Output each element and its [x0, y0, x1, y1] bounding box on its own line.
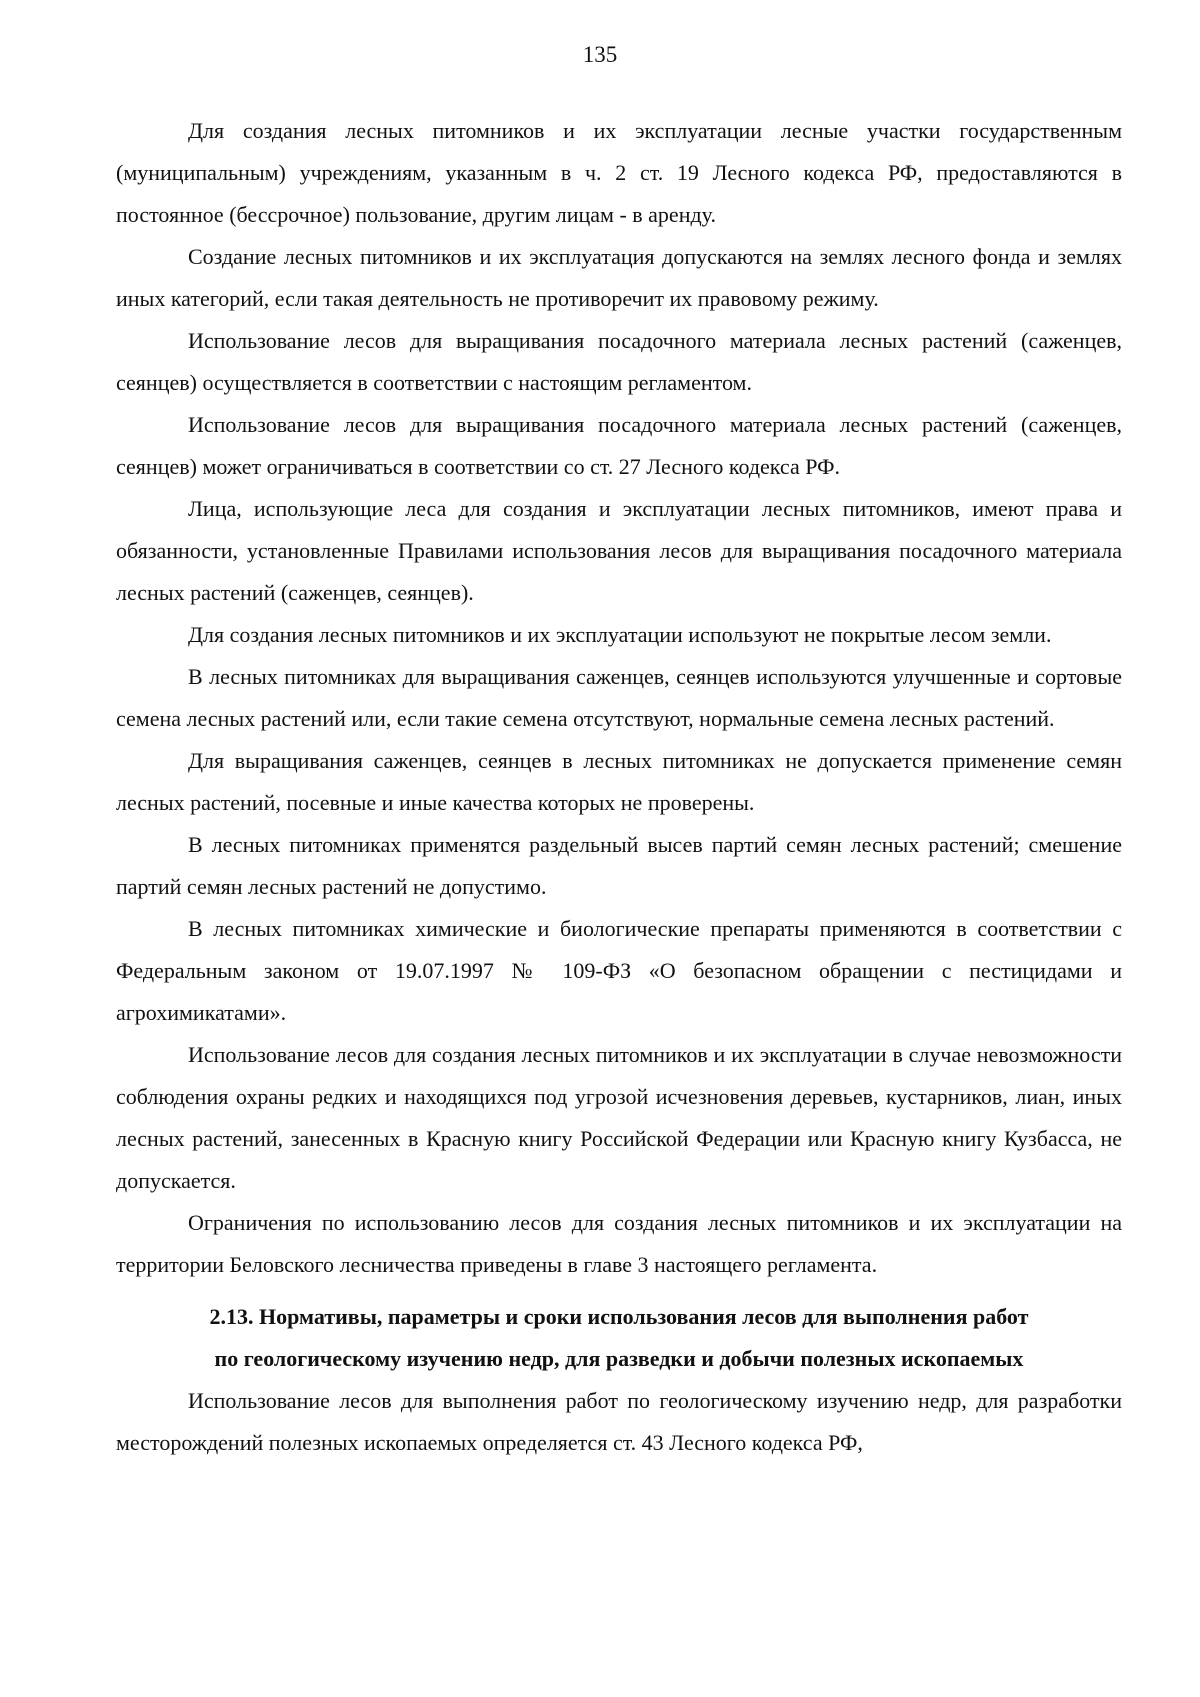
paragraph: В лесных питомниках применятся раздельный высев партий семян лесных растений; смешение партий семян лесных растений не допустимо.: [116, 832, 1122, 899]
section-heading-line: 2.13. Нормативы, параметры и сроки использования лесов для выполнения работ: [209, 1304, 1029, 1329]
paragraph: В лесных питомниках химические и биологические препараты применяются в соответствии с Федеральным законом от 19.07.1997 № 109-ФЗ «О безопасном обращении с пестицидами и агрохимикатами».: [116, 916, 1122, 1025]
section-heading-line: по геологическому изучению недр, для разведки и добычи полезных ископаемых: [214, 1346, 1024, 1371]
paragraph: Для выращивания саженцев, сеянцев в лесных питомниках не допускается применение семян лесных растений, посевные и иные качества которых не проверены.: [116, 748, 1122, 815]
paragraph: Для создания лесных питомников и их эксплуатации используют не покрытые лесом земли.: [188, 622, 1052, 647]
paragraph: Использование лесов для создания лесных питомников и их эксплуатации в случае невозможности соблюдения охраны редких и находящихся под угрозой исчезновения деревьев, кустарников, лиан, иных лесных растений, занесенных в Красную книгу Российской Федерации или Красную книгу Кузбасса, не допускается.: [116, 1042, 1122, 1193]
paragraph: Лица, использующие леса для создания и эксплуатации лесных питомников, имеют права и обязанности, установленные Правилами использования лесов для выращивания посадочного материала лесных растений (саженцев, сеянцев).: [116, 496, 1122, 605]
page-number: 135: [582, 42, 618, 67]
paragraph: Использование лесов для выполнения работ по геологическому изучению недр, для разработки месторождений полезных ископаемых определяется ст. 43 Лесного кодекса РФ,: [116, 1388, 1122, 1455]
paragraph: Использование лесов для выращивания посадочного материала лесных растений (саженцев, сеянцев) может ограничиваться в соответствии со ст. 27 Лесного кодекса РФ.: [116, 412, 1122, 479]
paragraph: В лесных питомниках для выращивания саженцев, сеянцев используются улучшенные и сортовые семена лесных растений или, если такие семена отсутствуют, нормальные семена лесных растений.: [116, 664, 1122, 731]
document-body: [116, 110, 1122, 1464]
paragraph: Для создания лесных питомников и их эксплуатации лесные участки государственным (муниципальным) учреждениям, указанным в ч. 2 ст. 19 Лесного кодекса РФ, предоставляются в постоянное (бессрочное) пользование, другим лицам - в аренду.: [116, 118, 1122, 227]
paragraph: Создание лесных питомников и их эксплуатация допускаются на землях лесного фонда и землях иных категорий, если такая деятельность не противоречит их правовому режиму.: [116, 244, 1122, 311]
paragraph: Использование лесов для выращивания посадочного материала лесных растений (саженцев, сеянцев) осуществляется в соответствии с настоящим регламентом.: [116, 328, 1122, 395]
paragraph: Ограничения по использованию лесов для создания лесных питомников и их эксплуатации на территории Беловского лесничества приведены в главе 3 настоящего регламента.: [116, 1210, 1122, 1277]
section-heading: [116, 1296, 1122, 1380]
